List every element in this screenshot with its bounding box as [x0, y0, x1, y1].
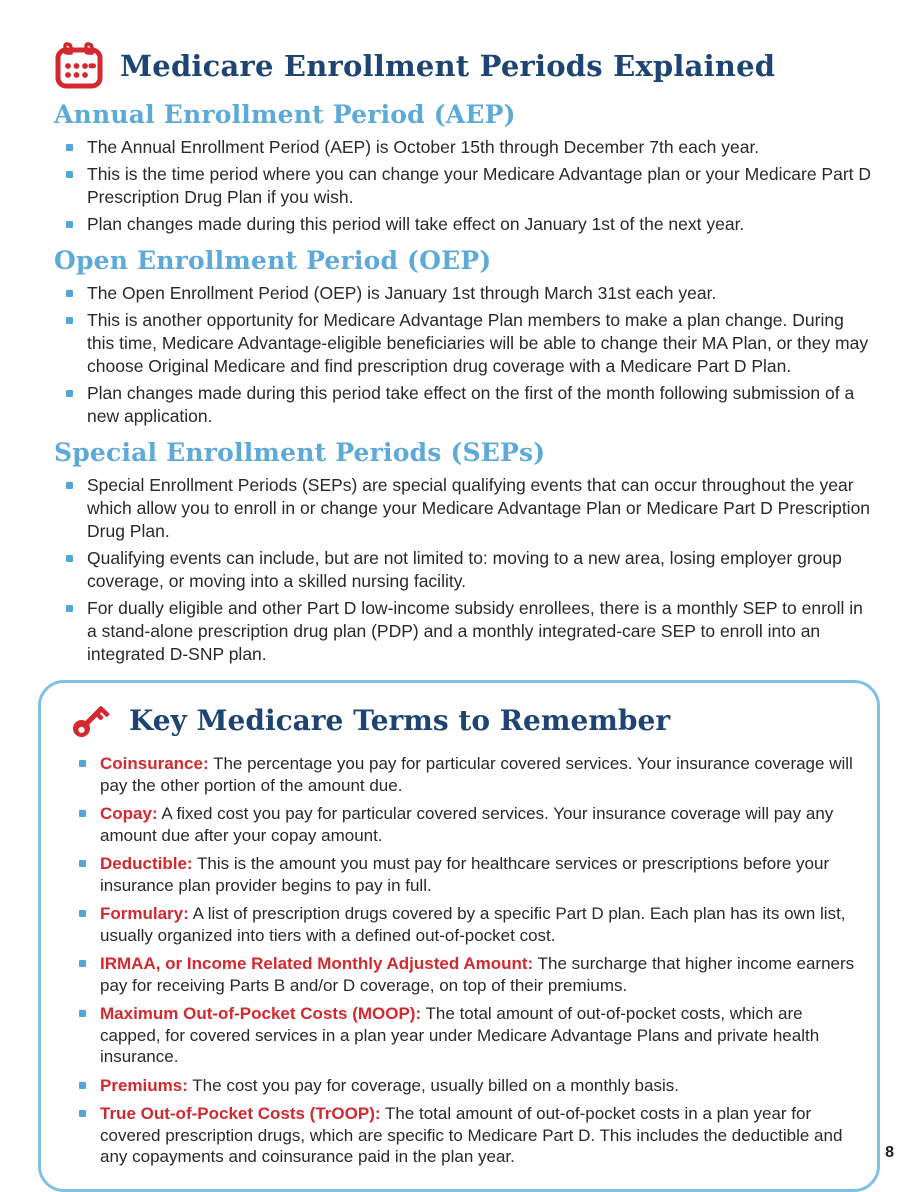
- term-item: [79, 1103, 855, 1168]
- key-terms-header: [67, 699, 855, 741]
- term-label: IRMAA, or Income Related Monthly Adjusted Amount:: [100, 954, 534, 973]
- term-item: [79, 903, 855, 946]
- term-definition: The percentage you pay for particular covered services. Your insurance coverage will pay the other portion of the amount due.: [100, 754, 853, 795]
- key-terms-title: Key Medicare Terms to Remember: [129, 703, 671, 737]
- term-definition: This is the amount you must pay for healthcare services or prescriptions before your insurance plan provider begins to pay in full.: [100, 854, 830, 895]
- key-terms-list: [67, 753, 855, 1168]
- term-item: [79, 1075, 855, 1097]
- term-item: [79, 753, 855, 796]
- key-icon: [67, 699, 113, 741]
- bullet-item: The Open Enrollment Period (OEP) is January 1st through March 31st each year.: [66, 282, 874, 305]
- term-definition: A list of prescription drugs covered by a specific Part D plan. Each plan has its own list, usually organized into tiers with a defined out-of-pocket cost.: [100, 904, 846, 945]
- term-definition: The total amount of out-of-pocket costs in a plan year for covered prescription drugs, which are specific to Medicare Part D. This includes the deductible and any copayments and coinsurance paid in the plan year.: [100, 1104, 843, 1166]
- section-heading-oep: Open Enrollment Period (OEP): [54, 246, 492, 275]
- page-title: Medicare Enrollment Periods Explained: [120, 49, 776, 83]
- key-terms-box: [38, 680, 880, 1192]
- term-label: Formulary:: [100, 904, 189, 923]
- term-definition: A fixed cost you pay for particular covered services. Your insurance coverage will pay any amount due after your copay amount.: [100, 804, 834, 845]
- bullet-item: Plan changes made during this period will take effect on January 1st of the next year.: [66, 213, 874, 236]
- page-number: 8: [885, 1144, 894, 1161]
- term-definition: The cost you pay for coverage, usually billed on a monthly basis.: [192, 1075, 679, 1095]
- bullet-item: This is the time period where you can change your Medicare Advantage plan or your Medicare Part D Prescription Drug Plan if you wish.: [66, 163, 874, 209]
- term-label: Coinsurance:: [100, 754, 209, 773]
- term-label: Deductible:: [100, 854, 193, 873]
- bullet-item: This is another opportunity for Medicare Advantage Plan members to make a plan change. During this time, Medicare Advantage-eligible beneficiaries will be able to change their MA Plan, or they may choose Original Medicare and find prescription drug coverage with a Medicare Part D Plan.: [66, 309, 874, 378]
- bullet-item: Qualifying events can include, but are not limited to: moving to a new area, losing employer group coverage, or moving into a skilled nursing facility.: [66, 547, 874, 593]
- section-heading-sep: Special Enrollment Periods (SEPs): [54, 438, 546, 467]
- term-definition: The surcharge that higher income earners pay for receiving Parts B and/or D coverage, on top of their premiums.: [100, 954, 855, 995]
- bullet-item: The Annual Enrollment Period (AEP) is October 15th through December 7th each year.: [66, 136, 874, 159]
- aep-bullet-list: [54, 136, 874, 236]
- term-item: [79, 853, 855, 896]
- main-header: [54, 42, 874, 90]
- term-label: True Out-of-Pocket Costs (TrOOP):: [100, 1104, 381, 1123]
- term-item: [79, 803, 855, 846]
- sep-bullet-list: [54, 474, 874, 666]
- bullet-item: Plan changes made during this period take effect on the first of the month following submission of a new application.: [66, 382, 874, 428]
- bullet-item: Special Enrollment Periods (SEPs) are special qualifying events that can occur throughout the year which allow you to enroll in or change your Medicare Advantage Plan or Medicare Part D Prescription Drug Plan.: [66, 474, 874, 543]
- calendar-icon: [54, 42, 104, 90]
- term-label: Copay:: [100, 804, 158, 823]
- term-definition: The total amount of out-of-pocket costs, which are capped, for covered services in a plan year under Medicare Advantage Plans and private health insurance.: [100, 1004, 820, 1066]
- section-heading-aep: Annual Enrollment Period (AEP): [54, 100, 516, 129]
- bullet-item: For dually eligible and other Part D low-income subsidy enrollees, there is a monthly SEP to enroll in a stand-alone prescription drug plan (PDP) and a monthly integrated-care SEP to enroll into an integrated D-SNP plan.: [66, 597, 874, 666]
- term-label: Maximum Out-of-Pocket Costs (MOOP):: [100, 1004, 422, 1023]
- term-label: Premiums:: [100, 1075, 188, 1095]
- term-item: [79, 1003, 855, 1068]
- oep-bullet-list: [54, 282, 874, 428]
- term-item: [79, 953, 855, 996]
